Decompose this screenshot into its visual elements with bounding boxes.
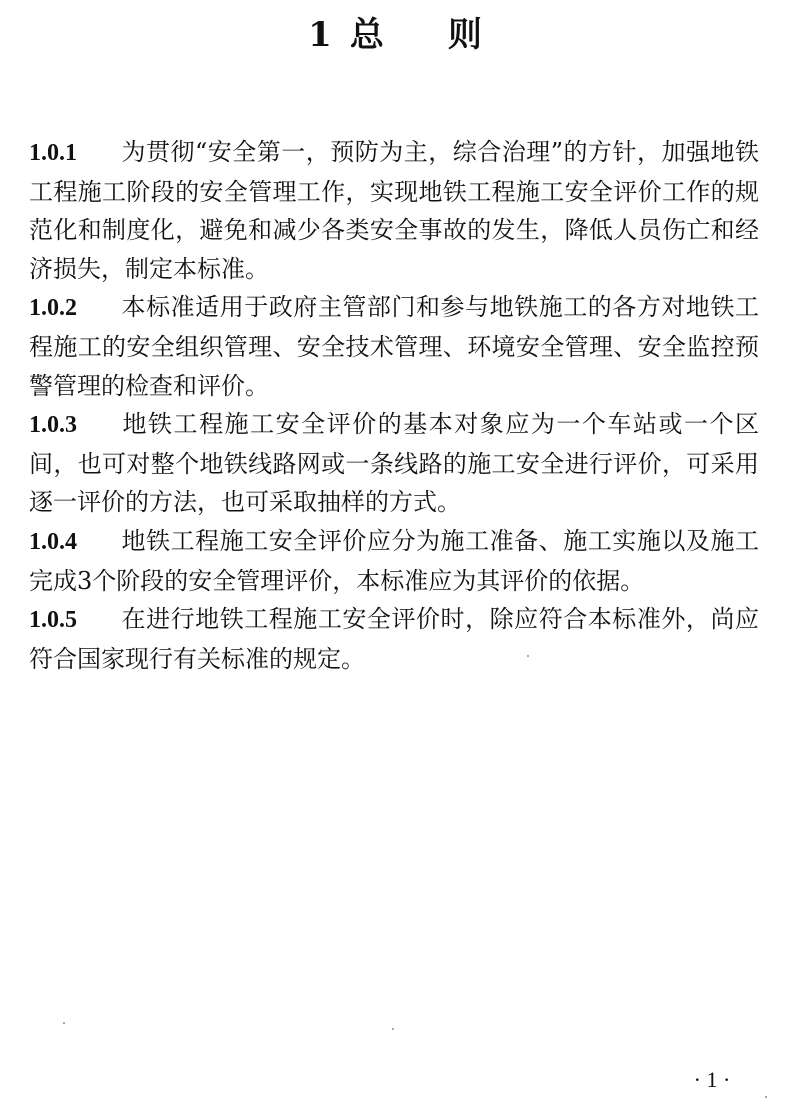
clause-number: 1.0.3 — [29, 412, 77, 439]
chapter-title-char-1: 总 — [349, 15, 384, 55]
clause-1-0-5 — [29, 600, 759, 678]
clause-1-0-1 — [29, 133, 759, 288]
clause-number: 1.0.5 — [29, 607, 77, 634]
clause-1-0-4 — [29, 522, 759, 600]
clause-text: 在进行地铁工程施工安全评价时，除应符合本标准外，尚应符合国家现行有关标准的规定。 — [29, 605, 759, 673]
clause-list — [29, 133, 759, 678]
clause-1-0-2 — [29, 288, 759, 405]
page-number: · 1 · — [693, 1067, 731, 1092]
clause-text: 为贯彻“安全第一，预防为主，综合治理”的方针，加强地铁工程施工阶段的安全管理工作，实现地铁工程施工安全评价工作的规范化和制度化，避免和减少各类安全事故的发生，降低人员伤亡和经济损失，制定本标准。 — [29, 138, 759, 283]
clause-number: 1.0.1 — [29, 140, 77, 166]
clause-number: 1.0.2 — [29, 295, 77, 322]
clause-text: 地铁工程施工安全评价的基本对象应为一个车站或一个区间，也可对整个地铁线路网或一条线路的施工安全进行评价，可采用逐一评价的方法，也可采取抽样的方式。 — [29, 410, 759, 517]
scan-speck — [765, 1096, 767, 1098]
clause-number: 1.0.4 — [29, 528, 77, 555]
chapter-number: 1 — [308, 15, 332, 55]
scan-speck — [63, 1022, 65, 1024]
clause-text: 本标准适用于政府主管部门和参与地铁施工的各方对地铁工程施工的安全组织管理、安全技术管理、环境安全管理、安全监控预警管理的检查和评价。 — [29, 293, 759, 400]
scan-speck — [527, 655, 529, 657]
chapter-title — [0, 14, 790, 56]
scan-speck — [392, 1028, 394, 1030]
clause-text: 地铁工程施工安全评价应分为施工准备、施工实施以及施工完成3个阶段的安全管理评价，本标准应为其评价的依据。 — [29, 526, 759, 595]
clause-1-0-3 — [29, 405, 759, 522]
chapter-title-char-2: 则 — [447, 15, 482, 55]
